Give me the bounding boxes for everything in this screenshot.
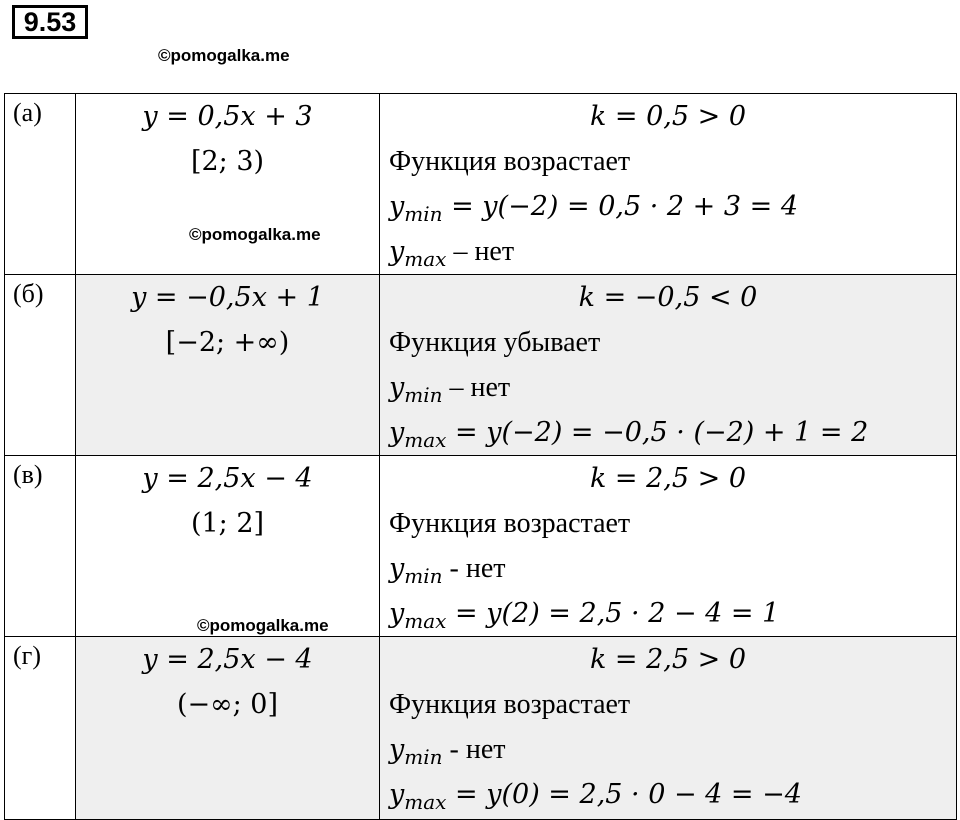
row-label: (б): [5, 275, 76, 455]
function-formula: y = 2,5x − 4: [142, 463, 313, 494]
ymin-line: $y_{min}$ - нет: [389, 553, 506, 588]
watermark-top: ©pomogalka.me: [158, 46, 290, 65]
ymax-line: $y_{max} = y(2) = 2,5 \cdot 2 - 4 = 1$: [389, 598, 780, 633]
function-formula: y = 0,5x + 3: [142, 101, 313, 132]
function-formula: y = 2,5x − 4: [142, 644, 313, 675]
table-row: [5, 94, 957, 275]
ymin-line: $y_{min} = y(-2) = 0,5 \cdot 2 + 3 = 4$: [389, 191, 799, 226]
table-row: [5, 637, 957, 820]
function-cell: [76, 275, 380, 455]
interval: [2; 3): [190, 146, 265, 177]
k-coefficient: k = −0,5 < 0: [578, 282, 758, 313]
ymax-line: $y_{max}$ – нет: [389, 236, 515, 271]
function-cell: [76, 94, 380, 274]
solution-cell: [380, 637, 957, 819]
interval: [−2; +∞): [165, 327, 290, 358]
watermark-row-a: ©pomogalka.me: [189, 225, 321, 244]
k-coefficient: k = 2,5 > 0: [589, 463, 747, 494]
ymin-line: $y_{min}$ - нет: [389, 734, 506, 769]
ymax-line: $y_{max} = y(-2) = -0,5 \cdot (-2) + 1 = 2$: [389, 417, 869, 452]
table-row: [5, 456, 957, 637]
ymax-line: $y_{max} = y(0) = 2,5 \cdot 0 - 4 = -4$: [389, 779, 802, 814]
monotonicity-text: Функция возрастает: [389, 689, 631, 720]
watermark-row-v: ©pomogalka.me: [197, 616, 329, 635]
ymin-line: $y_{min}$ – нет: [389, 372, 511, 407]
k-coefficient: k = 0,5 > 0: [589, 101, 747, 132]
solution-cell: [380, 456, 957, 636]
solution-table: [4, 93, 957, 820]
monotonicity-text: Функция возрастает: [389, 146, 631, 177]
row-label: (а): [5, 94, 76, 274]
row-label: (в): [5, 456, 76, 636]
monotonicity-text: Функция убывает: [389, 327, 601, 358]
solution-cell: [380, 275, 957, 455]
k-coefficient: k = 2,5 > 0: [589, 644, 747, 675]
monotonicity-text: Функция возрастает: [389, 508, 631, 539]
row-label: (г): [5, 637, 76, 819]
problem-number: 9.53: [12, 5, 88, 39]
function-formula: y = −0,5x + 1: [131, 282, 324, 313]
function-cell: [76, 637, 380, 819]
interval: (−∞; 0]: [176, 689, 279, 720]
table-row: [5, 275, 957, 456]
solution-cell: [380, 94, 957, 274]
function-cell: [76, 456, 380, 636]
interval: (1; 2]: [190, 508, 265, 539]
